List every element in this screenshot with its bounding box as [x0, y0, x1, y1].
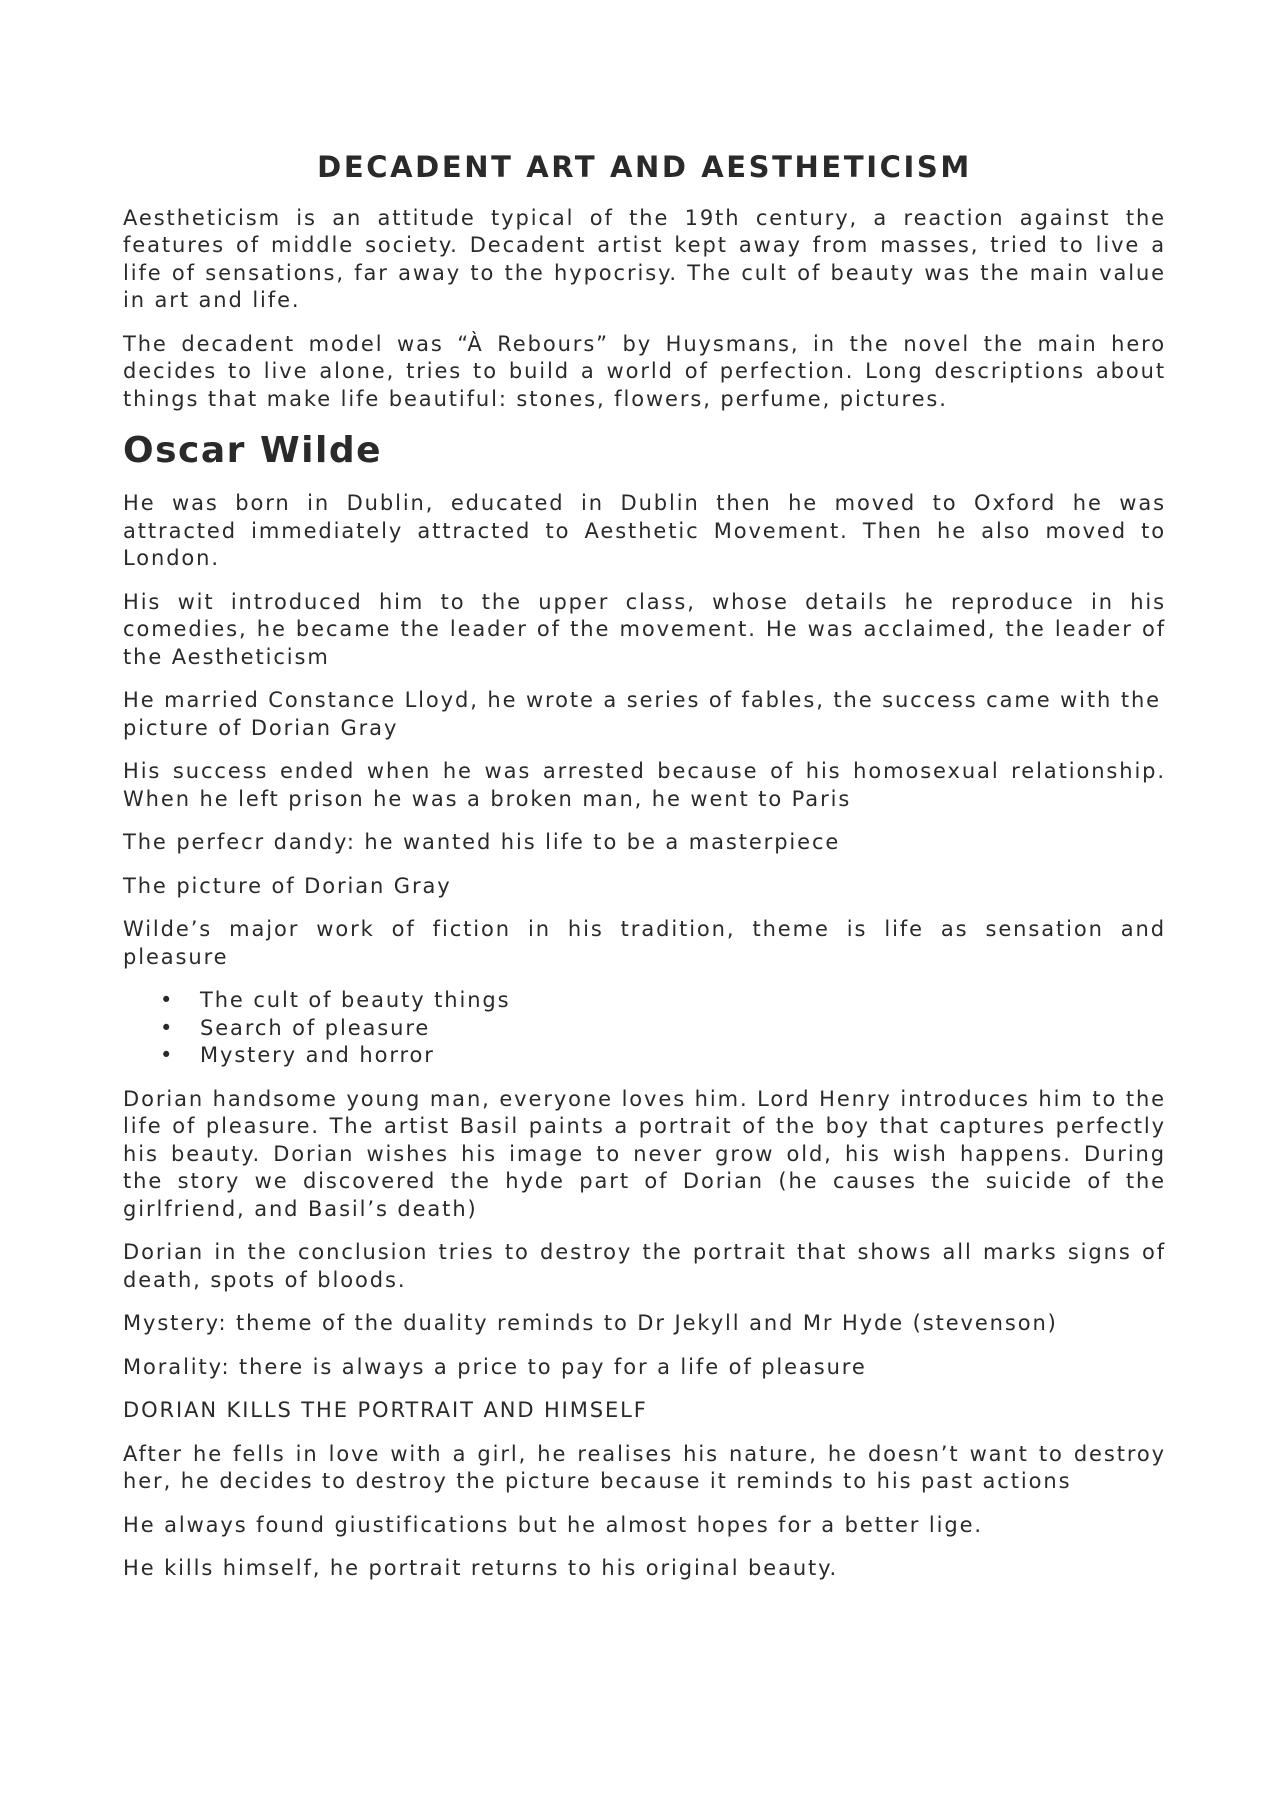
body-paragraph: He married Constance Lloyd, he wrote a series of fables, the success came with the picture of Dorian Gray: [123, 688, 1161, 740]
body-paragraph: After he fells in love with a girl, he realises his nature, he doesn’t want to destroy her, he decides to destroy the picture because it reminds to his past actions: [123, 1441, 1166, 1494]
bullet-icon: •: [160, 1043, 175, 1068]
intro-paragraph: Aestheticism is an attitude typical of the 19th century, a reaction against the features of middle society. Decadent artist kept away from masses, tried to live a life of sensations, far away to the hypocrisy. The cult of beauty was the main value in art and life.: [123, 205, 1166, 313]
body-paragraph: The picture of Dorian Gray: [123, 873, 452, 898]
theme-list: [123, 987, 1166, 1070]
document-title: DECADENT ART AND AESTHETICISM: [317, 150, 972, 184]
body-paragraph: Dorian in the conclusion tries to destroy the portrait that shows all marks signs of death, spots of bloods.: [123, 1240, 1166, 1292]
body-paragraph: Wilde’s major work of fiction in his tradition, theme is life as sensation and pleasure: [123, 917, 1166, 969]
body-paragraph: He was born in Dublin, educated in Dublin then he moved to Oxford he was attracted immediately attracted to Aesthetic Movement. Then he also moved to London.: [123, 491, 1166, 571]
intro-paragraph: The decadent model was “À Rebours” by Huysmans, in the novel the main hero decides to live alone, tries to build a world of perfection. Long descriptions about things that make life beautiful: stones, flowers, perfume, pictures.: [123, 331, 1166, 411]
body-paragraph: His success ended when he was arrested because of his homosexual relationship. When he left prison he was a broken man, he went to Paris: [123, 759, 1166, 811]
list-item-text: Search of pleasure: [200, 1015, 431, 1040]
body-paragraph: Morality: there is always a price to pay for a life of pleasure: [123, 1354, 867, 1379]
bullet-icon: •: [160, 988, 175, 1013]
list-item-text: Mystery and horror: [200, 1043, 435, 1068]
list-item: [160, 1042, 1166, 1070]
list-item-text: The cult of beauty things: [200, 988, 511, 1013]
body-paragraph: DORIAN KILLS THE PORTRAIT AND HIMSELF: [123, 1398, 648, 1423]
document-body: [123, 150, 1166, 1599]
list-item: [160, 1015, 1166, 1043]
body-paragraph: Dorian handsome young man, everyone loves him. Lord Henry introduces him to the life of pleasure. The artist Basil paints a portrait of the boy that captures perfectly his beauty. Dorian wishes his image to never grow old, his wish happens. During the story we discovered the hyde part of Dorian (he causes the suicide of the girlfriend, and Basil’s death): [123, 1086, 1166, 1221]
body-paragraph: His wit introduced him to the upper class, whose details he reproduce in his comedies, he became the leader of the movement. He was acclaimed, the leader of the Aestheticism: [123, 589, 1166, 669]
section-heading: Oscar Wilde: [123, 430, 383, 472]
list-item: [160, 987, 1166, 1015]
body-paragraph: He always found giustifications but he almost hopes for a better lige.: [123, 1512, 983, 1537]
body-paragraph: Mystery: theme of the duality reminds to Dr Jekyll and Mr Hyde (stevenson): [123, 1311, 1058, 1336]
bullet-icon: •: [160, 1015, 175, 1040]
body-paragraph: The perfecr dandy: he wanted his life to be a masterpiece: [123, 830, 841, 855]
body-paragraph: He kills himself, he portrait returns to his original beauty.: [123, 1556, 839, 1581]
